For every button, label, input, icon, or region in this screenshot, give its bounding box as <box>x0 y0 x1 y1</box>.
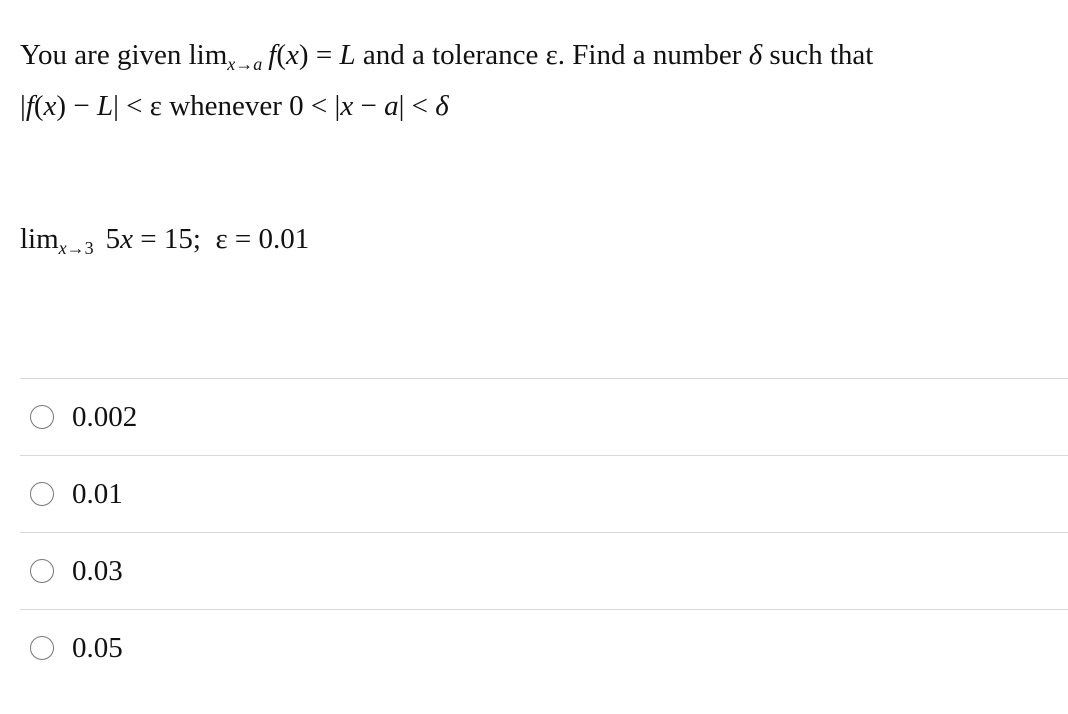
math-symbol: ( <box>33 90 44 122</box>
question-prompt <box>20 30 1050 132</box>
math-symbol: = 15; <box>133 223 216 255</box>
math-symbol: | < <box>398 90 436 122</box>
math-symbol: = 0.01 <box>227 223 310 255</box>
option-label: 0.03 <box>72 555 123 587</box>
prompt-text: and a tolerance <box>355 39 546 71</box>
math-func: f <box>268 39 277 71</box>
math-number: 5 <box>105 223 121 255</box>
math-var: ε <box>545 39 558 71</box>
lim-operator: lim <box>20 223 59 255</box>
prompt-text: whenever 0 < | <box>161 90 341 122</box>
radio-button[interactable] <box>30 405 54 429</box>
radio-button[interactable] <box>30 636 54 660</box>
math-var: ε <box>215 223 228 255</box>
limit-problem <box>20 217 309 261</box>
math-var: ε <box>149 90 162 122</box>
math-symbol: →3 <box>66 238 94 258</box>
prompt-text: You are given lim <box>20 39 228 71</box>
math-var: x <box>286 39 299 71</box>
math-var: x <box>227 54 236 74</box>
prompt-text: such that <box>762 39 874 71</box>
option-label: 0.05 <box>72 632 123 664</box>
limit-subscript <box>227 54 262 74</box>
answer-options <box>20 378 1068 686</box>
radio-button[interactable] <box>30 482 54 506</box>
math-var: x <box>43 90 57 122</box>
prompt-line-2 <box>20 81 1050 132</box>
math-symbol: | < <box>113 90 150 122</box>
math-var: L <box>96 90 114 122</box>
math-symbol: ) <box>298 39 309 71</box>
math-var: x <box>58 238 67 258</box>
math-var: L <box>339 39 356 71</box>
option-label: 0.002 <box>72 401 138 433</box>
option-label: 0.01 <box>72 478 123 510</box>
math-symbol: − <box>353 90 385 122</box>
answer-option[interactable] <box>20 532 1068 609</box>
math-symbol: ) − <box>56 90 97 122</box>
math-symbol: = <box>308 39 340 71</box>
math-symbol: ( <box>276 39 287 71</box>
math-var: x <box>340 90 354 122</box>
prompt-line-1 <box>20 30 1050 81</box>
answer-option[interactable] <box>20 378 1068 455</box>
limit-subscript <box>59 238 94 258</box>
math-func: f <box>25 90 34 122</box>
math-var: δ <box>748 39 763 71</box>
math-symbol: | <box>20 90 26 122</box>
radio-button[interactable] <box>30 559 54 583</box>
math-var: a <box>384 90 399 122</box>
prompt-text: . Find a number <box>557 39 749 71</box>
answer-option[interactable] <box>20 455 1068 532</box>
math-arrow: → <box>235 54 254 74</box>
math-var: δ <box>435 90 449 122</box>
answer-option[interactable] <box>20 609 1068 686</box>
math-var: a <box>253 54 263 74</box>
math-var: x <box>120 223 134 255</box>
